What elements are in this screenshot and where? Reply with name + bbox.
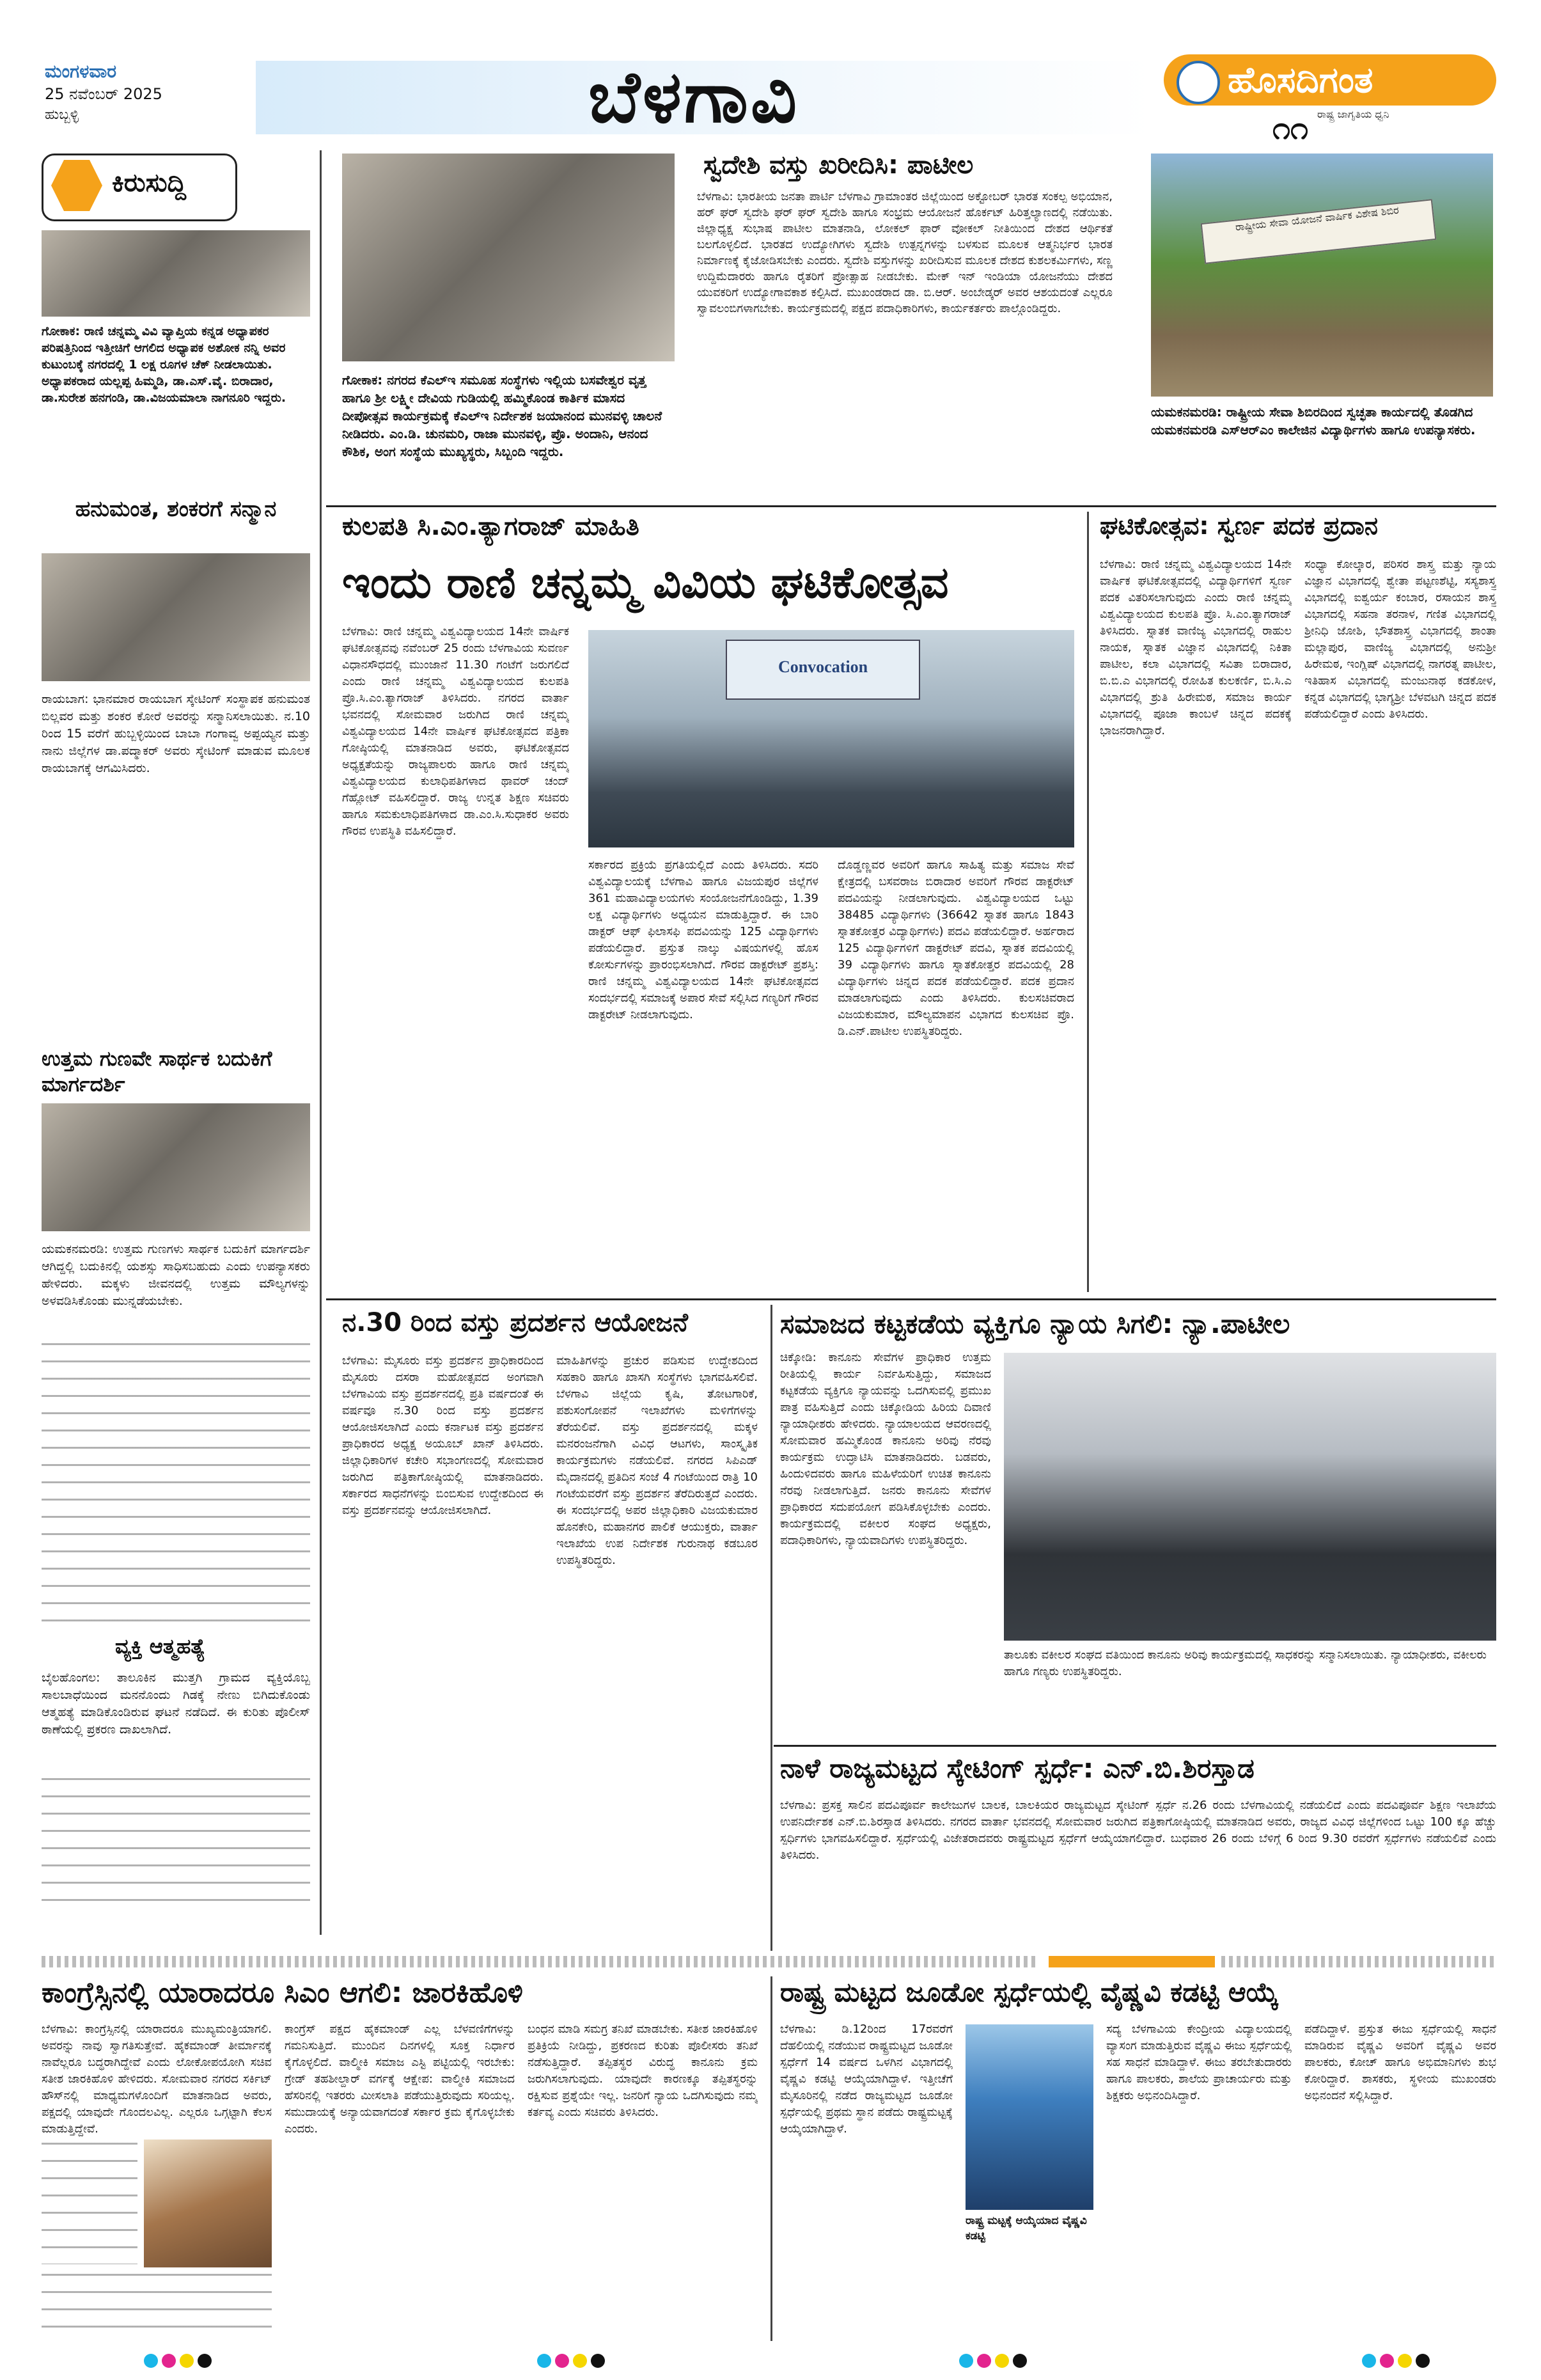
kirusuddi-headline-3: ಉತ್ತಮ ಗುಣವೇ ಸಾರ್ಥಕ ಬದುಕಿಗೆ ಮಾರ್ಗದರ್ಶಿ — [42, 1046, 272, 1096]
judo-headline: ರಾಷ್ಟ್ರ ಮಟ್ಟದ ಜೂಡೋ ಸ್ಪರ್ಧೆಯಲ್ಲಿ ವೈಷ್ಣವಿ ಕಡಟ್ಟಿ ಆಯ್ಕೆ — [780, 1976, 1279, 2008]
kirusuddi-body-4: ಬೈಲಹೊಂಗಲ: ತಾಲೂಕಿನ ಮುತ್ತಗಿ ಗ್ರಾಮದ ವ್ಯಕ್ತಿಯೊಬ್ಬ ಸಾಲಬಾಧೆಯಿಂದ ಮನನೊಂದು ಗಿಡಕ್ಕೆ ನೇಣು ಬಿಗಿದುಕೊಂಡು ಆತ್ಮಹತ್ಯೆ ಮಾಡಿಕೊಂಡಿರುವ ಘಟನೆ ನಡೆದಿದೆ. ಈ ಕುರಿತು ಪೊಲೀಸ್ ಠಾಣೆಯಲ್ಲಿ ಪ್ರಕರಣ ದಾಖಲಾಗಿದೆ. — [42, 1671, 310, 1737]
gold-medal-body-2: ಸಂಧ್ಯಾ ಕೋಲ್ಕಾರ, ಪರಿಸರ ಶಾಸ್ತ್ರ ಮತ್ತು ನ್ಯಾಯ ವಿಜ್ಞಾನ ವಿಭಾಗದಲ್ಲಿ ಶ್ವೇತಾ ಪಟ್ಟಣಶೆಟ್ಟಿ, ಸಸ್ಯಶಾಸ್ತ್ರ ವಿಭಾಗದಲ್ಲಿ ಐಶ್ವರ್ಯ ಕಂಬಾರ, ರಸಾಯನ ಶಾಸ್ತ್ರ ವಿಭಾಗದಲ್ಲಿ ಸಹನಾ ತರನಾಳ, ಗಣಿತ ವಿಭಾಗದಲ್ಲಿ ಶ್ರೀನಿಧಿ ಜೋಶಿ, ಭೌತಶಾಸ್ತ್ರ ವಿಭಾಗದಲ್ಲಿ ಶಾಂತಾ ಮಲ್ಲಾಪುರ, ವಾಣಿಜ್ಯ ವಿಭಾಗದಲ್ಲಿ ಅನುಶ್ರೀ ಹಿರೇಮಠ, ಇಂಗ್ಲಿಷ್ ವಿಭಾಗದಲ್ಲಿ ನಾಗರತ್ನ ಪಾಟೀಲ, ಇತಿಹಾಸ ವಿಭಾಗದಲ್ಲಿ ಮಂಜುನಾಥ ಕಡಕೋಳ, ಕನ್ನಡ ವಿಭಾಗದಲ್ಲಿ ಭಾಗ್ಯಶ್ರೀ ಬೆಳವಟಗಿ ಚಿನ್ನದ ಪದಕ ಪಡೆಯಲಿದ್ದಾರೆ ಎಂದು ತಿಳಿಸಿದರು. — [1304, 558, 1496, 721]
masthead — [45, 56, 1496, 146]
kirusuddi-body-3-continued — [42, 1343, 310, 1625]
gokak-photo — [342, 154, 675, 361]
registration-marks — [537, 2354, 605, 2368]
kirusuddi-headline-2: ಹನುಮಂತ, ಶಂಕರಗೆ ಸನ್ಮಾನ — [75, 496, 277, 522]
vaishnavi-photo-caption: ರಾಷ್ಟ್ರ ಮಟ್ಟಕ್ಕೆ ಆಯ್ಕೆಯಾದ ವೈಷ್ಣವಿ ಕಡಟ್ಟಿ — [966, 2214, 1087, 2242]
date-label: 25 ನವೆಂಬರ್ 2025 — [45, 85, 162, 103]
swadeshi-body: ಬೆಳಗಾವಿ: ಭಾರತೀಯ ಜನತಾ ಪಾರ್ಟಿ ಬೆಳಗಾವಿ ಗ್ರಾಮಾಂತರ ಜಿಲ್ಲೆಯಿಂದ ಅಕ್ಟೋಬರ್ ಭಾರತ ಸಂಕಲ್ಪ ಅಭಿಯಾನ, ಹರ್ ಘರ್ ಸ್ವದೇಶಿ ಘರ್ ಘರ್ ಸ್ವದೇಶಿ ಹಾಗೂ ಸಂಭ್ರಮ ಆಯೋಜನೆ ಹೊರ್ಕಟ್ ಹಿರಿತ್ತಲ್ಯಾಣದಲ್ಲಿ ನಡೆಯಿತು. ಜಿಲ್ಲಾಧ್ಯಕ್ಷ ಸುಭಾಷ ಪಾಟೀಲ ಮಾತನಾಡಿ, ಲೋಕಲ್ ಫಾರ್ ವೋಕಲ್ ನೀತಿಯಿಂದ ದೇಶದ ಆರ್ಥಿಕತೆ ಬಲಗೊಳ್ಳಲಿದೆ. ಭಾರತದ ಉದ್ಯೋಗಿಗಳು ಸ್ವದೇಶಿ ಉತ್ಪನ್ನಗಳನ್ನು ಬಳಸುವ ಮೂಲಕ ಆತ್ಮನಿರ್ಭರ ಭಾರತ ನಿರ್ಮಾಣಕ್ಕೆ ಕೈಜೋಡಿಸಬೇಕು ಎಂದರು. ಸ್ವದೇಶಿ ವಸ್ತುಗಳನ್ನು ಖರೀದಿಸುವ ಮೂಲಕ ದೇಶದ ಕುಶಲಕರ್ಮಿಗಳು, ಸಣ್ಣ ಉದ್ದಿಮೆದಾರರು ಹಾಗೂ ರೈತರಿಗೆ ಪ್ರೋತ್ಸಾಹ ನೀಡಬೇಕು. ಮೇಕ್ ಇನ್ ಇಂಡಿಯಾ ಯೋಜನೆಯು ದೇಶದ ಯುವಕರಿಗೆ ಉದ್ಯೋಗಾವಕಾಶ ಕಲ್ಪಿಸಿದೆ. ಮುಖಂಡರಾದ ಡಾ. ಬಿ.ಆರ್. ಅಂಬೇಡ್ಕರ್ ಅವರ ಆಶಯದಂತೆ ಎಲ್ಲರೂ ಸ್ವಾವಲಂಬಿಗಳಾಗಬೇಕು. ಕಾರ್ಯಕ್ರಮದಲ್ಲಿ ಪಕ್ಷದ ಪದಾಧಿಕಾರಿಗಳು, ಕಾರ್ಯಕರ್ತರು ಪಾಲ್ಗೊಂಡಿದ್ದರು. — [697, 190, 1113, 315]
paper-name: ಹೊಸದಿಗಂತ — [1228, 59, 1373, 101]
kirusuddi-body-2: ರಾಯಬಾಗ: ಭಾನಮಾರ ರಾಯಬಾಗ ಸ್ಕೇಟಿಂಗ್ ಸಂಸ್ಥಾಪಕ ಹನುಮಂತ ಬಿಲ್ಲವರ ಮತ್ತು ಶಂಕರ ಕೋರೆ ಅವರನ್ನು ಸನ್ಮಾನಿಸಲಾಯಿತು. ನ.10 ರಿಂದ 15 ವರೆಗೆ ಹುಬ್ಬಳ್ಳಿಯಿಂದ ಬಾಬಾ ಗಂಗಾವ್ವ ಅಪ್ಪಯ್ಯನ ಮತ್ತು ನಾನು ಜಿಲ್ಲೆಗಳ ಡಾ.ಪದ್ಮಾಕರ್ ಅವರು ಸ್ಕೇಟಿಂಗ್ ಮಾಡುವ ಮೂಲಕ ರಾಯಬಾಗಕ್ಕೆ ಆಗಮಿಸಿದರು. — [42, 692, 310, 775]
yellow-dot — [995, 2354, 1009, 2368]
section-stripe — [1221, 1956, 1496, 1967]
cyan-dot — [144, 2354, 158, 2368]
congress-body-1: ಬೆಳಗಾವಿ: ಕಾಂಗ್ರೆಸ್ಸಿನಲ್ಲಿ ಯಾರಾದರೂ ಮುಖ್ಯಮಂತ್ರಿಯಾಗಲಿ. ಅವರನ್ನು ನಾವು ಸ್ವಾಗತಿಸುತ್ತೇವೆ. ಹೈಕಮಾಂಡ್ ತೀರ್ಮಾನಕ್ಕೆ ನಾವೆಲ್ಲರೂ ಬದ್ಧರಾಗಿದ್ದೇವೆ ಎಂದು ಲೋಕೋಪಯೋಗಿ ಸಚಿವ ಸತೀಶ ಜಾರಕಿಹೊಳಿ ಹೇಳಿದರು. ಸೋಮವಾರ ನಗರದ ಸರ್ಕಿಟ್ ಹೌಸ್‌ನಲ್ಲಿ ಮಾಧ್ಯಮಗಳೊಂದಿಗೆ ಮಾತನಾಡಿದ ಅವರು, ಪಕ್ಷದಲ್ಲಿ ಯಾವುದೇ ಗೊಂದಲವಿಲ್ಲ. ಎಲ್ಲರೂ ಒಗ್ಗಟ್ಟಾಗಿ ಕೆಲಸ ಮಾಡುತ್ತಿದ್ದೇವೆ. — [42, 2022, 272, 2136]
page-number: ೧೧ — [1272, 109, 1308, 146]
section-divider — [774, 1745, 1496, 1747]
convocation-headline: ಇಂದು ರಾಣಿ ಚನ್ನಮ್ಮ ವಿವಿಯ ಘಟಿಕೋತ್ಸವ — [342, 558, 949, 608]
cyan-dot — [1362, 2354, 1376, 2368]
exhibition-body-1: ಬೆಳಗಾವಿ: ಮೈಸೂರು ವಸ್ತು ಪ್ರದರ್ಶನ ಪ್ರಾಧಿಕಾರದಿಂದ ಮೈಸೂರು ದಸರಾ ಮಹೋತ್ಸವದ ಅಂಗವಾಗಿ ಬೆಳಗಾವಿಯ ವಸ್ತು ಪ್ರದರ್ಶನದಲ್ಲಿ ಪ್ರತಿ ವರ್ಷದಂತೆ ಈ ವರ್ಷವೂ ನ.30 ರಿಂದ ವಸ್ತು ಪ್ರದರ್ಶನ ಆಯೋಜಿಸಲಾಗಿದೆ ಎಂದು ಕರ್ನಾಟಕ ವಸ್ತು ಪ್ರದರ್ಶನ ಪ್ರಾಧಿಕಾರದ ಅಧ್ಯಕ್ಷ ಅಯೂಬ್ ಖಾನ್ ತಿಳಿಸಿದರು. ಜಿಲ್ಲಾಧಿಕಾರಿಗಳ ಕಚೇರಿ ಸಭಾಂಗಣದಲ್ಲಿ ಸೋಮವಾರ ಜರುಗಿದ ಪತ್ರಿಕಾಗೋಷ್ಠಿಯಲ್ಲಿ ಮಾತನಾಡಿದರು. ಸರ್ಕಾರದ ಸಾಧನೆಗಳನ್ನು ಬಿಂಬಿಸುವ ಉದ್ದೇಶದಿಂದ ಈ ವಸ್ತು ಪ್ರದರ್ಶನವನ್ನು ಆಯೋಜಿಸಲಾಗಿದೆ. — [342, 1354, 544, 1517]
kirusuddi-label: ಕಿರುಸುದ್ದಿ — [112, 168, 187, 198]
paper-tagline: ರಾಷ್ಟ್ರ ಜಾಗೃತಿಯ ಧ್ವನಿ — [1317, 108, 1389, 120]
justice-caption: ತಾಲೂಕು ವಕೀಲರ ಸಂಘದ ವತಿಯಿಂದ ಕಾನೂನು ಅರಿವು ಕಾರ್ಯಕ್ರಮದಲ್ಲಿ ಸಾಧಕರನ್ನು ಸನ್ಮಾನಿಸಲಾಯಿತು. ನ್ಯಾಯಾಧೀಶರು, ವಕೀಲರು ಹಾಗೂ ಗಣ್ಯರು ಉಪಸ್ಥಿತರಿದ್ದರು. — [1004, 1648, 1487, 1678]
convocation-kicker: ಕುಲಪತಿ ಸಿ.ಎಂ.ತ್ಯಾಗರಾಜ್ ಮಾಹಿತಿ — [342, 512, 639, 541]
registration-marks — [1362, 2354, 1430, 2368]
edition-label: ಹುಬ್ಬಳ್ಳಿ — [45, 107, 79, 123]
convocation-body-2: ಸರ್ಕಾರದ ಪ್ರಕ್ರಿಯೆ ಪ್ರಗತಿಯಲ್ಲಿದೆ ಎಂದು ತಿಳಿಸಿದರು. ಸದರಿ ವಿಶ್ವವಿದ್ಯಾಲಯಕ್ಕೆ ಬೆಳಗಾವಿ ಹಾಗೂ ವಿಜಯಪುರ ಜಿಲ್ಲೆಗಳ 361 ಮಹಾವಿದ್ಯಾಲಯಗಳು ಸಂಯೋಜನೆಗೊಂಡಿದ್ದು, 1.39 ಲಕ್ಷ ವಿದ್ಯಾರ್ಥಿಗಳು ಅಧ್ಯಯನ ಮಾಡುತ್ತಿದ್ದಾರೆ. ಈ ಬಾರಿ ಡಾಕ್ಟರ್ ಆಫ್ ಫಿಲಾಸಫಿ ಪದವಿಯನ್ನು 125 ವಿದ್ಯಾರ್ಥಿಗಳು ಪಡೆಯಲಿದ್ದಾರೆ. ಪ್ರಸ್ತುತ ನಾಲ್ಕು ವಿಷಯಗಳಲ್ಲಿ ಹೊಸ ಕೋರ್ಸುಗಳನ್ನು ಪ್ರಾರಂಭಿಸಲಾಗಿದೆ. ಗೌರವ ಡಾಕ್ಟರೇಟ್ ಪ್ರಶಸ್ತಿ: ರಾಣಿ ಚನ್ನಮ್ಮ ವಿಶ್ವವಿದ್ಯಾಲಯದ 14ನೇ ಘಟಿಕೋತ್ಸವದ ಸಂದರ್ಭದಲ್ಲಿ ಸಮಾಜಕ್ಕೆ ಅಪಾರ ಸೇವೆ ಸಲ್ಲಿಸಿದ ಗಣ್ಯರಿಗೆ ಗೌರವ ಡಾಕ್ಟರೇಟ್ ನೀಡಲಾಗುವುದು. — [588, 858, 818, 1021]
magenta-dot — [977, 2354, 991, 2368]
convocation-screen-text: Convocation — [778, 658, 868, 676]
congress-body-2: ಕಾಂಗ್ರೆಸ್ ಪಕ್ಷದ ಹೈಕಮಾಂಡ್ ಎಲ್ಲ ಬೆಳವಣಿಗೆಗಳನ್ನು ಗಮನಿಸುತ್ತಿದೆ. ಮುಂದಿನ ದಿನಗಳಲ್ಲಿ ಸೂಕ್ತ ನಿರ್ಧಾರ ಕೈಗೊಳ್ಳಲಿದೆ. ವಾಲ್ಮೀಕಿ ಸಮಾಜ ಎಸ್ಟಿ ಪಟ್ಟಿಯಲ್ಲಿ ಇರಬೇಕು: ಗ್ರೇಡ್ ತಹಶೀಲ್ದಾರ್ ವರ್ಗಕ್ಕೆ ಆಕ್ಷೇಪ: ವಾಲ್ಮೀಕಿ ಸಮಾಜದ ಹೆಸರಿನಲ್ಲಿ ಇತರರು ಮೀಸಲಾತಿ ಪಡೆಯುತ್ತಿರುವುದು ಸರಿಯಲ್ಲ. ಸಮುದಾಯಕ್ಕೆ ಅನ್ಯಾಯವಾಗದಂತೆ ಸರ್ಕಾರ ಕ್ರಮ ಕೈಗೊಳ್ಳಬೇಕು ಎಂದರು. — [285, 2022, 515, 2136]
yellow-dot — [1398, 2354, 1412, 2368]
dateline — [45, 61, 237, 123]
kirusuddi-body-4-continued — [42, 1778, 310, 1906]
section-divider — [326, 505, 1496, 507]
magenta-dot — [162, 2354, 176, 2368]
congress-body-1-continued — [42, 2274, 272, 2338]
yellow-dot — [180, 2354, 194, 2368]
convocation-screen — [726, 640, 920, 700]
cyan-dot — [959, 2354, 973, 2368]
magenta-dot — [1380, 2354, 1394, 2368]
black-dot — [1013, 2354, 1027, 2368]
gokak-caption: ಗೋಕಾಕ: ನಗರದ ಕೆಎಲ್ಇ ಸಮೂಹ ಸಂಸ್ಥೆಗಳು ಇಲ್ಲಿಯ ಬಸವೇಶ್ವರ ವೃತ್ತ ಹಾಗೂ ಶ್ರೀ ಲಕ್ಷ್ಮೀ ದೇವಿಯ ಗುಡಿಯಲ್ಲಿ ಹಮ್ಮಿಕೊಂಡ ಕಾರ್ತಿಕ ಮಾಸದ ದೀಪೋತ್ಸವ ಕಾರ್ಯಕ್ರಮಕ್ಕೆ ಕೆಎಲ್ಇ ನಿರ್ದೇಶಕ ಜಯಾನಂದ ಮುನವಳ್ಳಿ ಚಾಲನೆ ನೀಡಿದರು. ಎಂ.ಡಿ. ಚುನಮರಿ, ರಾಜಾ ಮುನವಳ್ಳಿ, ಪ್ರೊ. ಅಂದಾನಿ, ಆನಂದ ಕೌಶಿಕ, ಅಂಗ ಸಂಸ್ಥೆಯ ಮುಖ್ಯಸ್ಥರು, ಸಿಬ್ಬಂದಿ ಇದ್ದರು. — [342, 372, 662, 459]
registration-marks — [144, 2354, 212, 2368]
congress-body-3: ಬಂಧನ ಮಾಡಿ ಸಮಗ್ರ ತನಿಖೆ ಮಾಡಬೇಕು. ಸತೀಶ ಜಾರಕಿಹೊಳಿ ಪ್ರತಿಕ್ರಿಯೆ ನೀಡಿದ್ದು, ಪ್ರಕರಣದ ಕುರಿತು ಪೊಲೀಸರು ತನಿಖೆ ನಡೆಸುತ್ತಿದ್ದಾರೆ. ತಪ್ಪಿತಸ್ಥರ ವಿರುದ್ಧ ಕಾನೂನು ಕ್ರಮ ಜರುಗಿಸಲಾಗುವುದು. ಯಾವುದೇ ಕಾರಣಕ್ಕೂ ತಪ್ಪಿತಸ್ಥರನ್ನು ರಕ್ಷಿಸುವ ಪ್ರಶ್ನೆಯೇ ಇಲ್ಲ. ಜನರಿಗೆ ನ್ಯಾಯ ಒದಗಿಸುವುದು ನಮ್ಮ ಕರ್ತವ್ಯ ಎಂದು ಸಚಿವರು ತಿಳಿಸಿದರು. — [528, 2022, 758, 2119]
vaishnavi-photo — [966, 2024, 1093, 2210]
kirusuddi-caption-1: ಗೋಕಾಕ: ರಾಣಿ ಚನ್ನಮ್ಮ ವಿವಿ ವ್ಯಾಪ್ತಿಯ ಕನ್ನಡ ಅಧ್ಯಾಪಕರ ಪರಿಷತ್ತಿನಿಂದ ಇತ್ತೀಚಿಗೆ ಆಗಲಿದ ಅಧ್ಯಾಪಕ ಅಶೋಕ ನನ್ನಿ ಅವರ ಕುಟುಂಬಕ್ಕೆ ನಗರದಲ್ಲಿ 1 ಲಕ್ಷ ರೂಗಳ ಚೆಕ್ ನೀಡಲಾಯಿತು. ಅಧ್ಯಾಪಕರಾದ ಯಲ್ಲಪ್ಪ ಹಿಮ್ಮಡಿ, ಡಾ.ಎಸ್.ವೈ. ಬಿರಾದಾರ, ಡಾ.ಸುರೇಶ ಹನಗಂಡಿ, ಡಾ.ವಿಜಯಮಾಲಾ ನಾಗನೂರಿ ಇದ್ದರು. — [42, 324, 286, 405]
gold-medal-headline: ಘಟಿಕೋತ್ಸವ: ಸ್ವರ್ಣ ಪದಕ ಪ್ರದಾನ — [1100, 512, 1378, 540]
kirusuddi-photo-3 — [42, 1103, 310, 1231]
day-label: ಮಂಗಳವಾರ — [45, 61, 117, 82]
column-rule — [1087, 512, 1089, 1292]
jarakiholi-photo — [144, 2140, 272, 2267]
section-title: ಬೆಳಗಾವಿ — [588, 56, 800, 139]
exhibition-body-2: ಮಾಹಿತಿಗಳನ್ನು ಪ್ರಚುರ ಪಡಿಸುವ ಉದ್ದೇಶದಿಂದ ಸಹಕಾರಿ ಹಾಗೂ ಖಾಸಗಿ ಸಂಸ್ಥೆಗಳು ಭಾಗವಹಿಸಲಿವೆ. ಬೆಳಗಾವಿ ಜಿಲ್ಲೆಯ ಕೃಷಿ, ತೋಟಗಾರಿಕೆ, ಪಶುಸಂಗೋಪನೆ ಇಲಾಖೆಗಳು ಮಳಿಗೆಗಳನ್ನು ತೆರೆಯಲಿವೆ. ವಸ್ತು ಪ್ರದರ್ಶನದಲ್ಲಿ ಮಕ್ಕಳ ಮನರಂಜನೆಗಾಗಿ ವಿವಿಧ ಆಟಗಳು, ಸಾಂಸ್ಕೃತಿಕ ಕಾರ್ಯಕ್ರಮಗಳು ನಡೆಯಲಿವೆ. ನಗರದ ಸಿಪಿಎಡ್ ಮೈದಾನದಲ್ಲಿ ಪ್ರತಿದಿನ ಸಂಜೆ 4 ಗಂಟೆಯಿಂದ ರಾತ್ರಿ 10 ಗಂಟೆಯವರೆಗೆ ವಸ್ತು ಪ್ರದರ್ಶನ ತೆರೆದಿರುತ್ತದೆ ಎಂದರು. ಈ ಸಂದರ್ಭದಲ್ಲಿ ಅಪರ ಜಿಲ್ಲಾಧಿಕಾರಿ ವಿಜಯಕುಮಾರ ಹೊನಕೇರಿ, ಮಹಾನಗರ ಪಾಲಿಕೆ ಆಯುಕ್ತರು, ವಾರ್ತಾ ಇಲಾಖೆಯ ಉಪ ನಿರ್ದೇಶಕ ಗುರುನಾಥ ಕಡಬೂರ ಉಪಸ್ಥಿತರಿದ್ದರು. — [556, 1354, 758, 1567]
justice-photo — [1004, 1353, 1496, 1641]
black-dot — [591, 2354, 605, 2368]
column-rule — [320, 150, 322, 1935]
yamakanamaradi-caption: ಯಮಕನಮರಡಿ: ರಾಷ್ಟ್ರೀಯ ಸೇವಾ ಶಿಬಿರದಿಂದ ಸ್ವಚ್ಛತಾ ಕಾರ್ಯದಲ್ಲಿ ತೊಡಗಿದ ಯಮಕನಮರಡಿ ಎಸ್‌ಆರ್‌ಎಂ ಕಾಲೇಜಿನ ವಿದ್ಯಾರ್ಥಿಗಳು ಹಾಗೂ ಉಪನ್ಯಾಸಕರು. — [1151, 404, 1476, 437]
logo-flame-icon — [1177, 61, 1220, 104]
judo-body-2: ಸದ್ಯ ಬೆಳಗಾವಿಯ ಕೇಂದ್ರೀಯ ವಿದ್ಯಾಲಯದಲ್ಲಿ ವ್ಯಾಸಂಗ ಮಾಡುತ್ತಿರುವ ವೈಷ್ಣವಿ ಈಜು ಸ್ಪರ್ಧೆಯಲ್ಲಿ ಸಹ ಸಾಧನೆ ಮಾಡಿದ್ದಾಳೆ. ಈಜು ತರಬೇತುದಾರರು ಹಾಗೂ ಪಾಲಕರು, ಶಾಲೆಯ ಪ್ರಾಚಾರ್ಯರು ಮತ್ತು ಶಿಕ್ಷಕರು ಅಭಿನಂದಿಸಿದ್ದಾರೆ. — [1106, 2022, 1292, 2102]
congress-headline: ಕಾಂಗ್ರೆಸ್ಸಿನಲ್ಲಿ ಯಾರಾದರೂ ಸಿಎಂ ಆಗಲಿ: ಜಾರಕಿಹೊಳಿ — [42, 1976, 523, 2009]
exhibition-headline: ನ.30 ರಿಂದ ವಸ್ತು ಪ್ರದರ್ಶನ ಆಯೋಜನೆ — [342, 1308, 688, 1337]
column-rule — [770, 1976, 772, 2341]
cyan-dot — [537, 2354, 551, 2368]
justice-body: ಚಿಕ್ಕೋಡಿ: ಕಾನೂನು ಸೇವೆಗಳ ಪ್ರಾಧಿಕಾರ ಉತ್ತಮ ರೀತಿಯಲ್ಲಿ ಕಾರ್ಯ ನಿರ್ವಹಿಸುತ್ತಿದ್ದು, ಸಮಾಜದ ಕಟ್ಟಕಡೆಯ ವ್ಯಕ್ತಿಗೂ ನ್ಯಾಯವನ್ನು ಒದಗಿಸುವಲ್ಲಿ ಪ್ರಮುಖ ಪಾತ್ರ ವಹಿಸುತ್ತಿದೆ ಎಂದು ಚಿಕ್ಕೋಡಿಯ ಹಿರಿಯ ದಿವಾಣಿ ನ್ಯಾಯಾಧೀಶರು ಹೇಳಿದರು. ನ್ಯಾಯಾಲಯದ ಆವರಣದಲ್ಲಿ ಸೋಮವಾರ ಹಮ್ಮಿಕೊಂಡ ಕಾನೂನು ಅರಿವು ನೆರವು ಕಾರ್ಯಕ್ರಮ ಉದ್ಘಾಟಿಸಿ ಮಾತನಾಡಿದರು. ಬಡವರು, ಹಿಂದುಳಿದವರು ಹಾಗೂ ಮಹಿಳೆಯರಿಗೆ ಉಚಿತ ಕಾನೂನು ನೆರವು ನೀಡಲಾಗುತ್ತಿದೆ. ಜನರು ಕಾನೂನು ಸೇವೆಗಳ ಪ್ರಾಧಿಕಾರದ ಸದುಪಯೋಗ ಪಡಿಸಿಕೊಳ್ಳಬೇಕು ಎಂದರು. ಕಾರ್ಯಕ್ರಮದಲ್ಲಿ ವಕೀಲರ ಸಂಘದ ಅಧ್ಯಕ್ಷರು, ಪದಾಧಿಕಾರಿಗಳು, ನ್ಯಾಯವಾದಿಗಳು ಉಪಸ್ಥಿತರಿದ್ದರು. — [780, 1351, 991, 1547]
skating-headline: ನಾಳೆ ರಾಜ್ಯಮಟ್ಟದ ಸ್ಕೇಟಿಂಗ್ ಸ್ಪರ್ಧೆ: ಎನ್.ಬಿ.ಶಿರಸ್ತಾಡ — [780, 1753, 1255, 1784]
gold-medal-body-1: ಬೆಳಗಾವಿ: ರಾಣಿ ಚನ್ನಮ್ಮ ವಿಶ್ವವಿದ್ಯಾಲಯದ 14ನೇ ವಾರ್ಷಿಕ ಘಟಿಕೋತ್ಸವದಲ್ಲಿ ವಿದ್ಯಾರ್ಥಿಗಳಿಗೆ ಸ್ವರ್ಣ ಪದಕ ವಿತರಿಸಲಾಗುವುದು ಎಂದು ರಾಣಿ ಚನ್ನಮ್ಮ ವಿಶ್ವವಿದ್ಯಾಲಯದ ಕುಲಪತಿ ಪ್ರೊ. ಸಿ.ಎಂ.ತ್ಯಾಗರಾಜ್ ತಿಳಿಸಿದರು. ಸ್ನಾತಕ ವಾಣಿಜ್ಯ ವಿಭಾಗದಲ್ಲಿ ರಾಹುಲ ನಾಯಕ, ಸ್ನಾತಕ ವಿಜ್ಞಾನ ವಿಭಾಗದಲ್ಲಿ ನಿಕಿತಾ ಪಾಟೀಲ, ಕಲಾ ವಿಭಾಗದಲ್ಲಿ ಸವಿತಾ ಬಿರಾದಾರ, ಬಿ.ಬಿ.ಎ ವಿಭಾಗದಲ್ಲಿ ರೋಹಿತ ಕುಲಕರ್ಣಿ, ಬಿ.ಸಿ.ಎ ವಿಭಾಗದಲ್ಲಿ ಶ್ರುತಿ ಹಿರೇಮಠ, ಸಮಾಜ ಕಾರ್ಯ ವಿಭಾಗದಲ್ಲಿ ಪೂಜಾ ಕಾಂಬಳೆ ಚಿನ್ನದ ಪದಕಕ್ಕೆ ಭಾಜನರಾಗಿದ್ದಾರೆ. — [1100, 558, 1292, 737]
kirusuddi-column — [42, 150, 310, 1270]
justice-headline: ಸಮಾಜದ ಕಟ್ಟಕಡೆಯ ವ್ಯಕ್ತಿಗೂ ನ್ಯಾಯ ಸಿಗಲಿ: ನ್ಯಾ.ಪಾಟೀಲ — [780, 1308, 1290, 1339]
skating-body: ಬೆಳಗಾವಿ: ಪ್ರಸಕ್ತ ಸಾಲಿನ ಪದವಿಪೂರ್ವ ಕಾಲೇಜುಗಳ ಬಾಲಕ, ಬಾಲಕಿಯರ ರಾಜ್ಯಮಟ್ಟದ ಸ್ಕೇಟಿಂಗ್ ಸ್ಪರ್ಧೆ ನ.26 ರಂದು ಬೆಳಗಾವಿಯಲ್ಲಿ ನಡೆಯಲಿದೆ ಎಂದು ಪದವಿಪೂರ್ವ ಶಿಕ್ಷಣ ಇಲಾಖೆಯ ಉಪನಿರ್ದೇಶಕ ಎನ್.ಬಿ.ಶಿರಸ್ತಾಡ ತಿಳಿಸಿದರು. ನಗರದ ವಾರ್ತಾ ಭವನದಲ್ಲಿ ಸೋಮವಾರ ಜರುಗಿದ ಪತ್ರಿಕಾಗೋಷ್ಠಿಯಲ್ಲಿ ಮಾತನಾಡಿದ ಅವರು, ರಾಜ್ಯದ ವಿವಿಧ ಜಿಲ್ಲೆಗಳಿಂದ ಒಟ್ಟು 100 ಕ್ಕೂ ಹೆಚ್ಚು ಸ್ಪರ್ಧಿಗಳು ಭಾಗವಹಿಸಲಿದ್ದಾರೆ. ಸ್ಪರ್ಧೆಯಲ್ಲಿ ವಿಜೇತರಾದವರು ರಾಷ್ಟ್ರಮಟ್ಟದ ಸ್ಪರ್ಧೆಗೆ ಆಯ್ಕೆಯಾಗಲಿದ್ದಾರೆ. ಬುಧವಾರ 26 ರಂದು ಬೆಳಿಗ್ಗೆ 6 ರಿಂದ 9.30 ರವರೆಗೆ ಸ್ಪರ್ಧೆಗಳು ನಡೆಯಲಿವೆ ಎಂದು ತಿಳಿಸಿದರು. — [780, 1799, 1496, 1862]
judo-body-3: ಪಡೆದಿದ್ದಾಳೆ. ಪ್ರಸ್ತುತ ಈಜು ಸ್ಪರ್ಧೆಯಲ್ಲಿ ಸಾಧನೆ ಮಾಡಿರುವ ವೈಷ್ಣವಿ ಅವರಿಗೆ ವೈಷ್ಣವಿ ಅವರ ಪಾಲಕರು, ಕೋಚ್ ಹಾಗೂ ಅಭಿಮಾನಿಗಳು ಶುಭ ಕೋರಿದ್ದಾರೆ. ಶಾಸಕರು, ಸ್ಥಳೀಯ ಮುಖಂಡರು ಅಭಿನಂದನೆ ಸಲ್ಲಿಸಿದ್ದಾರೆ. — [1304, 2022, 1496, 2102]
accent-stripe — [1049, 1956, 1215, 1967]
magenta-dot — [555, 2354, 569, 2368]
yellow-dot — [573, 2354, 587, 2368]
kirusuddi-headline-4: ವ್ಯಕ್ತಿ ಆತ್ಮಹತ್ಯೆ — [115, 1634, 206, 1659]
yamakanamaradi-photo — [1151, 154, 1493, 397]
kirusuddi-photo-2 — [42, 553, 310, 681]
kirusuddi-photo-1 — [42, 230, 310, 317]
convocation-body-3: ದೊಡ್ಡಣ್ಣವರ ಅವರಿಗೆ ಹಾಗೂ ಸಾಹಿತ್ಯ ಮತ್ತು ಸಮಾಜ ಸೇವೆ ಕ್ಷೇತ್ರದಲ್ಲಿ ಬಸವರಾಜ ಬಿರಾದಾರ ಅವರಿಗೆ ಗೌರವ ಡಾಕ್ಟರೇಟ್ ಪದವಿಯನ್ನು ನೀಡಲಾಗುವುದು. ವಿಶ್ವವಿದ್ಯಾಲಯದ ಒಟ್ಟು 38485 ವಿದ್ಯಾರ್ಥಿಗಳು (36642 ಸ್ನಾತಕ ಹಾಗೂ 1843 ಸ್ನಾತಕೋತ್ತರ ವಿದ್ಯಾರ್ಥಿಗಳು) ಪದವಿ ಪಡೆಯಲಿದ್ದಾರೆ. ಅರ್ಹರಾದ 125 ವಿದ್ಯಾರ್ಥಿಗಳಿಗೆ ಡಾಕ್ಟರೇಟ್ ಪದವಿ, ಸ್ನಾತಕ ಪದವಿಯಲ್ಲಿ 39 ವಿದ್ಯಾರ್ಥಿಗಳು ಹಾಗೂ ಸ್ನಾತಕೋತ್ತರ ಪದವಿಯಲ್ಲಿ 28 ವಿದ್ಯಾರ್ಥಿಗಳು ಚಿನ್ನದ ಪದಕ ಪಡೆಯಲಿದ್ದಾರೆ. ಪದಕ ಪ್ರದಾನ ಮಾಡಲಾಗುವುದು ಎಂದು ತಿಳಿಸಿದರು. ಕುಲಸಚಿವರಾದ ವಿಜಯಕುಮಾರ, ಮೌಲ್ಯಮಾಪನ ವಿಭಾಗದ ಕುಲಸಚಿವ ಪ್ರೊ. ಡಿ.ಎನ್.ಪಾಟೀಲ ಉಪಸ್ಥಿತರಿದ್ದರು. — [838, 858, 1074, 1038]
black-dot — [198, 2354, 212, 2368]
section-divider — [326, 1298, 1496, 1300]
kirusuddi-body-3: ಯಮಕನಮರಡಿ: ಉತ್ತಮ ಗುಣಗಳು ಸಾರ್ಥಕ ಬದುಕಿಗೆ ಮಾರ್ಗದರ್ಶಿ ಆಗಿದ್ದಲ್ಲಿ ಬದುಕಿನಲ್ಲಿ ಯಶಸ್ಸು ಸಾಧಿಸಬಹುದು ಎಂದು ಉಪನ್ಯಾಸಕರು ಹೇಳಿದರು. ಮಕ್ಕಳು ಜೀವನದಲ್ಲಿ ಉತ್ತಮ ಮೌಲ್ಯಗಳನ್ನು ಅಳವಡಿಸಿಕೊಂಡು ಮುನ್ನಡೆಯಬೇಕು. — [42, 1242, 310, 1308]
column-rule — [770, 1305, 772, 1951]
section-stripe — [42, 1956, 1039, 1967]
nss-banner-text: ರಾಷ್ಟ್ರೀಯ ಸೇವಾ ಯೋಜನೆ ವಾರ್ಷಿಕ ವಿಶೇಷ ಶಿಬಿರ — [1235, 203, 1400, 233]
swadeshi-headline: ಸ್ವದೇಶಿ ವಸ್ತು ಖರೀದಿಸಿ: ಪಾಟೀಲ — [703, 150, 974, 180]
congress-body-1-continued — [42, 2143, 137, 2264]
registration-marks — [959, 2354, 1027, 2368]
convocation-body-1: ಬೆಳಗಾವಿ: ರಾಣಿ ಚನ್ನಮ್ಮ ವಿಶ್ವವಿದ್ಯಾಲಯದ 14ನೇ ವಾರ್ಷಿಕ ಘಟಿಕೋತ್ಸವವು ನವೆಂಬರ್ 25 ರಂದು ಬೆಳಗಾವಿಯ ಸುವರ್ಣ ವಿಧಾನಸೌಧದಲ್ಲಿ ಮುಂಜಾನೆ 11.30 ಗಂಟೆಗೆ ಜರುಗಲಿದೆ ಎಂದು ರಾಣಿ ಚನ್ನಮ್ಮ ವಿಶ್ವವಿದ್ಯಾಲಯದ ಕುಲಪತಿ ಪ್ರೊ.ಸಿ.ಎಂ.ತ್ಯಾಗರಾಜ್ ತಿಳಿಸಿದರು. ನಗರದ ವಾರ್ತಾ ಭವನದಲ್ಲಿ ಸೋಮವಾರ ಜರುಗಿದ ರಾಣಿ ಚನ್ನಮ್ಮ ವಿಶ್ವವಿದ್ಯಾಲಯದ 14ನೇ ವಾರ್ಷಿಕ ಘಟಿಕೋತ್ಸವದ ಪತ್ರಿಕಾ ಗೋಷ್ಠಿಯಲ್ಲಿ ಮಾತನಾಡಿದ ಅವರು, ಘಟಿಕೋತ್ಸವದ ಅಧ್ಯಕ್ಷತೆಯನ್ನು ರಾಜ್ಯಪಾಲರು ಹಾಗೂ ರಾಣಿ ಚನ್ನಮ್ಮ ವಿಶ್ವವಿದ್ಯಾಲಯದ ಕುಲಾಧಿಪತಿಗಳಾದ ಥಾವರ್ ಚಂದ್ ಗೆಹ್ಲೋಟ್ ವಹಿಸಲಿದ್ದಾರೆ. ರಾಜ್ಯ ಉನ್ನತ ಶಿಕ್ಷಣ ಸಚಿವರು ಹಾಗೂ ಸಮಕುಲಾಧಿಪತಿಗಳಾದ ಡಾ.ಎಂ.ಸಿ.ಸುಧಾಕರ ಅವರು ಗೌರವ ಉಪಸ್ಥಿತಿ ವಹಿಸಲಿದ್ದಾರೆ. — [342, 625, 569, 838]
judo-body-1: ಬೆಳಗಾವಿ: ಡಿ.12ರಿಂದ 17ರವರೆಗೆ ದೆಹಲಿಯಲ್ಲಿ ನಡೆಯುವ ರಾಷ್ಟ್ರಮಟ್ಟದ ಜೂಡೋ ಸ್ಪರ್ಧೆಗೆ 14 ವರ್ಷದ ಒಳಗಿನ ವಿಭಾಗದಲ್ಲಿ ವೈಷ್ಣವಿ ಕಡಟ್ಟಿ ಆಯ್ಕೆಯಾಗಿದ್ದಾಳೆ. ಇತ್ತೀಚೆಗೆ ಮೈಸೂರಿನಲ್ಲಿ ನಡೆದ ರಾಜ್ಯಮಟ್ಟದ ಜೂಡೋ ಸ್ಪರ್ಧೆಯಲ್ಲಿ ಪ್ರಥಮ ಸ್ಥಾನ ಪಡೆದು ರಾಷ್ಟ್ರಮಟ್ಟಕ್ಕೆ ಆಯ್ಕೆಯಾಗಿದ್ದಾಳೆ. — [780, 2022, 953, 2136]
black-dot — [1416, 2354, 1430, 2368]
